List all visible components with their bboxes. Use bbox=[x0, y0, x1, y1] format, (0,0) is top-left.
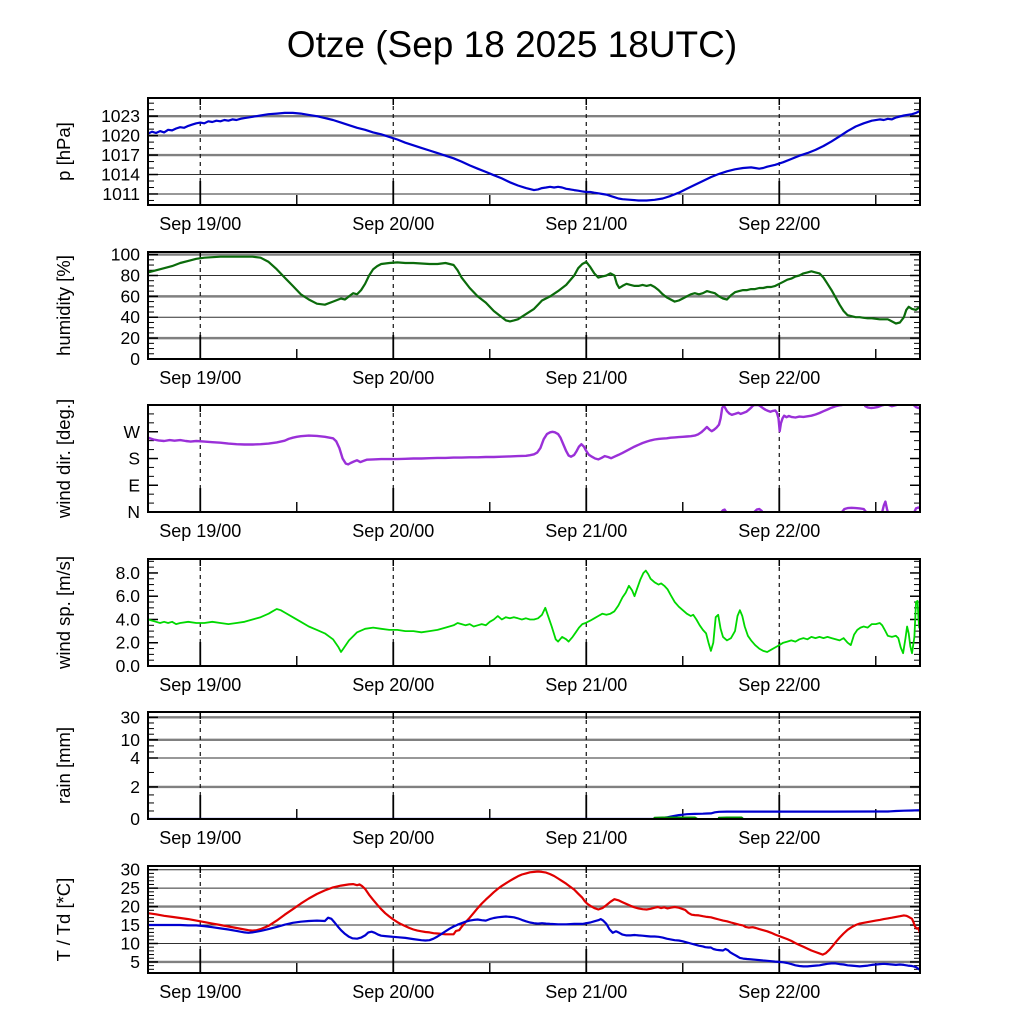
y-axis-title-pressure: p [hPa] bbox=[53, 122, 74, 181]
series-temperature-T bbox=[148, 872, 920, 955]
panel-temperature bbox=[53, 860, 920, 1002]
panel-border bbox=[148, 559, 920, 666]
panel-border bbox=[148, 866, 920, 973]
y-tick-label: 1014 bbox=[101, 164, 140, 185]
x-tick-label: Sep 22/00 bbox=[738, 675, 821, 695]
x-tick-label: Sep 20/00 bbox=[352, 828, 435, 848]
x-tick-label: Sep 19/00 bbox=[159, 521, 242, 541]
panel-border bbox=[148, 252, 920, 359]
y-axis-title-temperature: T / Td [*C] bbox=[53, 877, 74, 962]
y-tick-label: W bbox=[123, 421, 140, 442]
y-tick-label: 40 bbox=[120, 307, 140, 328]
x-tick-label: Sep 21/00 bbox=[545, 828, 628, 848]
panel-humidity bbox=[53, 245, 920, 388]
y-tick-label: 6.0 bbox=[115, 586, 140, 607]
panel-pressure bbox=[53, 98, 920, 234]
x-tick-label: Sep 19/00 bbox=[159, 214, 242, 234]
y-axis-title-rain: rain [mm] bbox=[53, 726, 74, 805]
x-tick-label: Sep 20/00 bbox=[352, 521, 435, 541]
panel-wind_speed bbox=[53, 556, 920, 695]
x-tick-label: Sep 19/00 bbox=[159, 675, 242, 695]
x-tick-label: Sep 22/00 bbox=[738, 828, 821, 848]
x-tick-label: Sep 21/00 bbox=[545, 675, 628, 695]
x-tick-label: Sep 22/00 bbox=[738, 368, 821, 388]
panel-border bbox=[148, 405, 920, 512]
y-tick-label: 1023 bbox=[101, 106, 140, 127]
y-tick-label: 8.0 bbox=[115, 562, 140, 583]
y-tick-label: 0.0 bbox=[115, 656, 140, 676]
x-tick-label: Sep 21/00 bbox=[545, 214, 628, 234]
series-wind-dir-wrap4 bbox=[882, 502, 888, 512]
y-tick-label: 100 bbox=[110, 244, 140, 265]
y-tick-label: 30 bbox=[120, 707, 140, 728]
series-humidity bbox=[148, 257, 920, 324]
y-axis-title-humidity: humidity [%] bbox=[53, 255, 74, 356]
series-wind-dir-main bbox=[148, 405, 842, 464]
y-tick-label: 0 bbox=[130, 809, 140, 829]
x-tick-label: Sep 20/00 bbox=[352, 214, 435, 234]
y-tick-label: N bbox=[127, 502, 140, 522]
panel-border bbox=[148, 712, 920, 819]
x-tick-label: Sep 21/00 bbox=[545, 521, 628, 541]
x-tick-label: Sep 20/00 bbox=[352, 368, 435, 388]
x-tick-label: Sep 22/00 bbox=[738, 214, 821, 234]
x-tick-label: Sep 21/00 bbox=[545, 982, 628, 1002]
y-tick-label: 30 bbox=[120, 859, 140, 880]
y-axis-title-wind_speed: wind sp. [m/s] bbox=[53, 555, 74, 670]
x-tick-label: Sep 22/00 bbox=[738, 521, 821, 541]
y-tick-label: 2 bbox=[130, 776, 140, 797]
y-tick-label: 0 bbox=[130, 349, 140, 369]
y-tick-label: 5 bbox=[130, 951, 140, 972]
x-tick-label: Sep 20/00 bbox=[352, 982, 435, 1002]
panel-wind_dir bbox=[53, 399, 920, 541]
y-tick-label: 2.0 bbox=[115, 632, 140, 653]
y-tick-label: 10 bbox=[120, 933, 140, 954]
y-axis-title-wind_dir: wind dir. [deg.] bbox=[53, 398, 74, 519]
x-tick-label: Sep 20/00 bbox=[352, 675, 435, 695]
y-tick-label: S bbox=[128, 448, 140, 469]
chart-title: Otze (Sep 18 2025 18UTC) bbox=[286, 24, 738, 65]
y-tick-label: 4 bbox=[130, 748, 140, 769]
x-tick-label: Sep 19/00 bbox=[159, 828, 242, 848]
y-tick-label: 15 bbox=[120, 915, 140, 936]
y-tick-label: 1017 bbox=[101, 145, 140, 166]
panel-rain bbox=[53, 707, 920, 848]
x-tick-label: Sep 19/00 bbox=[159, 982, 242, 1002]
y-tick-label: 1011 bbox=[102, 183, 140, 204]
x-tick-label: Sep 21/00 bbox=[545, 368, 628, 388]
y-tick-label: 20 bbox=[120, 896, 140, 917]
y-tick-label: 60 bbox=[120, 286, 140, 307]
y-tick-label: 10 bbox=[120, 729, 140, 750]
y-tick-label: 1020 bbox=[101, 125, 140, 146]
x-tick-label: Sep 19/00 bbox=[159, 368, 242, 388]
y-tick-label: E bbox=[128, 475, 140, 496]
y-tick-label: 20 bbox=[120, 328, 140, 349]
series-wind-speed bbox=[148, 571, 920, 654]
x-tick-label: Sep 22/00 bbox=[738, 982, 821, 1002]
y-tick-label: 25 bbox=[120, 878, 140, 899]
y-tick-label: 80 bbox=[120, 265, 140, 286]
series-rain-accum bbox=[148, 810, 920, 819]
y-tick-label: 4.0 bbox=[115, 609, 140, 630]
